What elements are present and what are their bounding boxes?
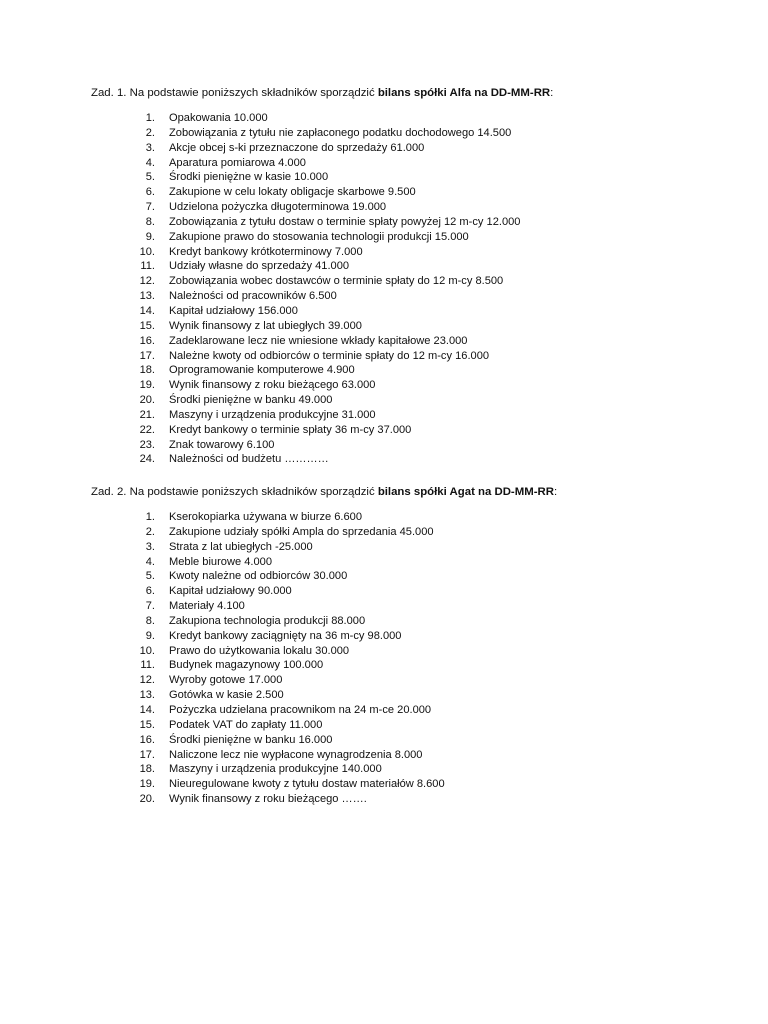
list-item bbox=[91, 304, 731, 319]
task-1-heading-intro: Zad. 1. Na podstawie poniższych składników sporządzić bbox=[91, 87, 378, 99]
list-item bbox=[91, 629, 731, 644]
list-item-number: 2. bbox=[145, 525, 155, 538]
list-item-text: Należności od pracowników 6.500 bbox=[169, 290, 337, 303]
task-2-heading-end: : bbox=[553, 486, 558, 498]
list-item-text: Meble biurowe 4.000 bbox=[169, 555, 272, 568]
list-item-number: 1. bbox=[145, 112, 155, 124]
list-item bbox=[91, 363, 731, 378]
list-item-text: Kapitał udziałowy 156.000 bbox=[169, 304, 298, 317]
list-item bbox=[91, 393, 731, 408]
list-item bbox=[91, 614, 731, 629]
list-item bbox=[91, 289, 731, 304]
list-item bbox=[91, 525, 731, 540]
list-item bbox=[91, 688, 731, 703]
list-item-number: 5. bbox=[145, 171, 155, 184]
list-item-text: Środki pieniężne w banku 49.000 bbox=[169, 394, 333, 407]
list-item bbox=[91, 599, 731, 614]
list-item-number: 14. bbox=[139, 304, 155, 317]
list-item bbox=[91, 762, 731, 777]
list-item bbox=[91, 584, 731, 599]
list-item-text: Udziały własne do sprzedaży 41.000 bbox=[169, 260, 350, 273]
list-item-number: 4. bbox=[145, 555, 155, 568]
list-item-text: Kredyt bankowy zaciągnięty na 36 m-cy 98.000 bbox=[169, 629, 402, 642]
list-item bbox=[91, 718, 731, 733]
list-item-text: Zobowiązania wobec dostawców o terminie spłaty do 12 m-cy 8.500 bbox=[169, 275, 504, 288]
list-item-text: Oprogramowanie komputerowe 4.900 bbox=[169, 364, 355, 377]
list-item bbox=[91, 200, 731, 215]
list-item-number: 7. bbox=[145, 201, 155, 214]
list-item-text: Pożyczka udzielana pracownikom na 24 m-ce 20.000 bbox=[169, 703, 432, 716]
list-item-number: 3. bbox=[145, 141, 155, 154]
list-item-text: Wynik finansowy z roku bieżącego ……. bbox=[169, 793, 367, 806]
list-item bbox=[91, 703, 731, 718]
list-item bbox=[91, 319, 731, 334]
list-item bbox=[91, 658, 731, 673]
list-item-text: Wynik finansowy z lat ubiegłych 39.000 bbox=[169, 319, 362, 332]
list-item-text: Podatek VAT do zapłaty 11.000 bbox=[169, 718, 323, 731]
list-item-number: 7. bbox=[145, 600, 155, 613]
list-item bbox=[91, 185, 731, 200]
list-item-text: Wynik finansowy z roku bieżącego 63.000 bbox=[169, 379, 376, 392]
list-item-text: Opakowania 10.000 bbox=[169, 112, 268, 124]
list-item bbox=[91, 423, 731, 438]
list-item-text: Kredyt bankowy krótkoterminowy 7.000 bbox=[169, 245, 363, 258]
list-item-text: Akcje obcej s-ki przeznaczone do sprzedaży 61.000 bbox=[169, 141, 425, 154]
list-item-text: Kredyt bankowy o terminie spłaty 36 m-cy 37.000 bbox=[169, 423, 412, 436]
list-item-number: 15. bbox=[139, 319, 155, 332]
list-item bbox=[91, 569, 731, 584]
list-item-number: 19. bbox=[139, 379, 155, 392]
list-item bbox=[91, 156, 731, 171]
list-item-text: Prawo do użytkowania lokalu 30.000 bbox=[169, 644, 350, 657]
list-item-number: 17. bbox=[139, 748, 155, 761]
list-item-text: Zobowiązania z tytułu nie zapłaconego podatku dochodowego 14.500 bbox=[169, 126, 512, 139]
task-1-heading-bold: bilans spółki Alfa na DD-MM-RR bbox=[377, 87, 551, 99]
list-item bbox=[91, 141, 731, 156]
list-item-text: Kapitał udziałowy 90.000 bbox=[169, 585, 292, 598]
list-item bbox=[91, 274, 731, 289]
list-item-number: 19. bbox=[139, 778, 155, 791]
list-item bbox=[91, 230, 731, 245]
task-2 bbox=[91, 484, 731, 807]
list-item-number: 2. bbox=[145, 126, 155, 139]
task-1 bbox=[91, 85, 731, 467]
list-item-text: Naliczone lecz nie wypłacone wynagrodzenia 8.000 bbox=[169, 748, 423, 761]
list-item-number: 18. bbox=[139, 364, 155, 377]
list-item-number: 10. bbox=[139, 245, 155, 258]
list-item-number: 11. bbox=[140, 659, 155, 672]
list-item bbox=[91, 259, 731, 274]
list-item bbox=[91, 111, 731, 126]
list-item bbox=[91, 334, 731, 349]
list-item bbox=[91, 644, 731, 659]
list-item-number: 13. bbox=[139, 689, 155, 702]
list-item bbox=[91, 510, 731, 525]
list-item bbox=[91, 215, 731, 230]
task-2-heading-intro: Zad. 2. Na podstawie poniższych składników sporządzić bbox=[91, 486, 378, 498]
list-item-text: Budynek magazynowy 100.000 bbox=[169, 659, 324, 672]
list-item bbox=[91, 245, 731, 260]
task-1-heading-end: : bbox=[550, 87, 554, 99]
list-item-number: 13. bbox=[139, 290, 155, 303]
list-item-text: Zakupione w celu lokaty obligacje skarbowe 9.500 bbox=[169, 186, 416, 199]
list-item-text: Gotówka w kasie 2.500 bbox=[169, 689, 284, 702]
list-item-number: 8. bbox=[145, 614, 155, 627]
list-item-number: 8. bbox=[145, 215, 155, 228]
list-item-text: Zakupione udziały spółki Ampla do sprzedania 45.000 bbox=[169, 525, 434, 538]
list-item-number: 16. bbox=[139, 334, 155, 347]
list-item-number: 6. bbox=[145, 585, 155, 598]
list-item bbox=[91, 777, 731, 792]
list-item-text: Kwoty należne od odbiorców 30.000 bbox=[169, 570, 348, 583]
list-item-text: Zadeklarowane lecz nie wniesione wkłady kapitałowe 23.000 bbox=[169, 334, 468, 347]
list-item-text: Należności od budżetu ………… bbox=[169, 453, 329, 466]
list-item-number: 20. bbox=[139, 793, 155, 806]
list-item-text: Znak towarowy 6.100 bbox=[169, 438, 275, 451]
list-item-number: 17. bbox=[139, 349, 155, 362]
list-item bbox=[91, 792, 731, 807]
list-item-number: 22. bbox=[139, 423, 155, 436]
list-item bbox=[91, 349, 731, 364]
list-item bbox=[91, 126, 731, 141]
list-item-text: Zakupiona technologia produkcji 88.000 bbox=[169, 614, 366, 627]
list-item bbox=[91, 452, 731, 467]
list-item-text: Środki pieniężne w banku 16.000 bbox=[169, 733, 333, 746]
list-item-number: 15. bbox=[139, 718, 155, 731]
task-2-item-list bbox=[91, 510, 731, 807]
list-item-text: Udzielona pożyczka długoterminowa 19.000 bbox=[169, 201, 387, 214]
list-item-number: 18. bbox=[139, 763, 155, 776]
list-item-number: 9. bbox=[145, 230, 155, 243]
list-item-number: 4. bbox=[145, 156, 155, 169]
list-item-number: 21. bbox=[139, 408, 155, 421]
list-item-number: 20. bbox=[139, 394, 155, 407]
list-item-text: Zakupione prawo do stosowania technologii produkcji 15.000 bbox=[169, 230, 469, 243]
list-item-number: 3. bbox=[145, 540, 155, 553]
list-item bbox=[91, 378, 731, 393]
list-item-number: 12. bbox=[139, 275, 155, 288]
task-2-heading bbox=[91, 484, 731, 500]
list-item-text: Aparatura pomiarowa 4.000 bbox=[169, 156, 306, 169]
list-item-text: Należne kwoty od odbiorców o terminie spłaty do 12 m-cy 16.000 bbox=[169, 349, 490, 362]
list-item-text: Wyroby gotowe 17.000 bbox=[169, 674, 283, 687]
list-item-number: 12. bbox=[139, 674, 155, 687]
list-item-text: Maszyny i urządzenia produkcyjne 140.000 bbox=[169, 763, 382, 776]
task-1-item-list bbox=[91, 111, 731, 467]
list-item bbox=[91, 408, 731, 423]
list-item-text: Strata z lat ubiegłych -25.000 bbox=[169, 540, 313, 553]
list-item bbox=[91, 673, 731, 688]
list-item bbox=[91, 540, 731, 555]
list-item-number: 10. bbox=[139, 644, 155, 657]
list-item-text: Kserokopiarka używana w biurze 6.600 bbox=[169, 511, 363, 523]
list-item-number: 6. bbox=[145, 186, 155, 199]
list-item-text: Nieuregulowane kwoty z tytułu dostaw materiałów 8.600 bbox=[169, 778, 445, 791]
list-item-number: 24. bbox=[139, 453, 155, 466]
list-item-number: 11. bbox=[140, 260, 155, 273]
list-item-text: Środki pieniężne w kasie 10.000 bbox=[169, 171, 329, 184]
list-item-number: 9. bbox=[145, 629, 155, 642]
list-item bbox=[91, 733, 731, 748]
list-item bbox=[91, 555, 731, 570]
list-item-text: Zobowiązania z tytułu dostaw o terminie spłaty powyżej 12 m-cy 12.000 bbox=[169, 215, 521, 228]
list-item bbox=[91, 170, 731, 185]
list-item-number: 23. bbox=[139, 438, 155, 451]
list-item-text: Materiały 4.100 bbox=[169, 600, 245, 613]
list-item-number: 5. bbox=[145, 570, 155, 583]
list-item bbox=[91, 748, 731, 763]
list-item-number: 14. bbox=[139, 703, 155, 716]
task-2-heading-bold: bilans spółki Agat na DD-MM-RR bbox=[377, 486, 554, 498]
list-item-text: Maszyny i urządzenia produkcyjne 31.000 bbox=[169, 408, 376, 421]
list-item-number: 16. bbox=[139, 733, 155, 746]
list-item-number: 1. bbox=[145, 511, 155, 523]
task-1-heading bbox=[91, 85, 731, 101]
list-item bbox=[91, 438, 731, 453]
